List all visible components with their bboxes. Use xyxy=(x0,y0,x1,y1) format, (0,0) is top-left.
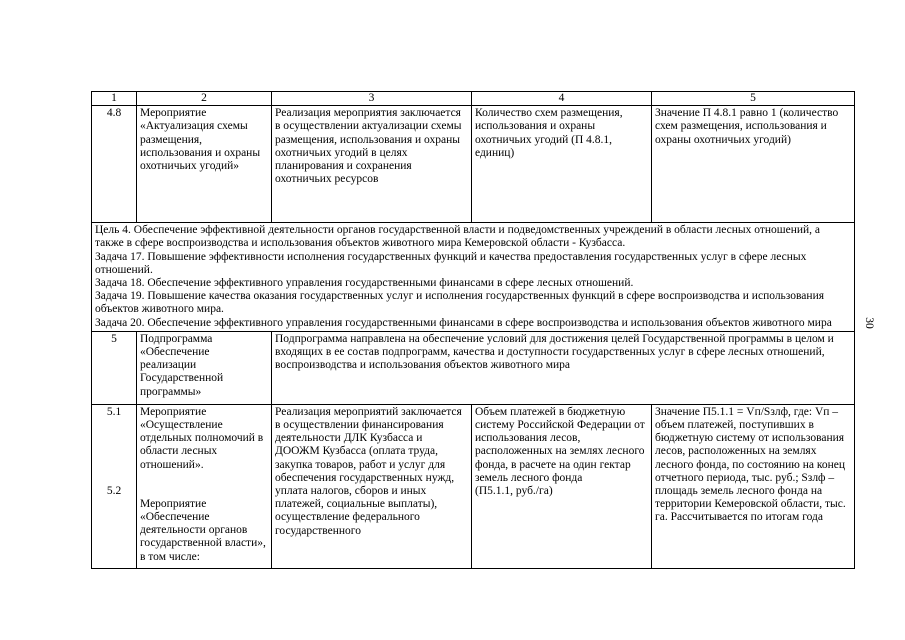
task-20: Задача 20. Обеспечение эффективного управления государственными финансами в сфере воспроизводства и использования объектов животного мира xyxy=(95,316,832,329)
goals-cell xyxy=(92,223,855,332)
indicator-cell xyxy=(472,404,652,568)
event-description-cell: Реализация мероприятий заключается в осуществлении финансирования деятельности ДЛК Кузбасса и ДООЖМ Кузбасса (оплата труда, закупка товаров, работ и услуг для обеспечения государственных нужд, уплата налогов, сборов и иных платежей, социальные выплаты), осуществление федерального государственного xyxy=(272,404,472,568)
header-cell: 1 xyxy=(92,92,137,106)
event-name-cell xyxy=(137,404,272,568)
page-number: 30 xyxy=(862,317,875,329)
row-number: 4.8 xyxy=(92,106,137,223)
indicator-value-cell: Значение П 4.8.1 равно 1 (количество схем размещения, использования и охраны охотничьих угодий) xyxy=(652,106,855,223)
indicator-unit: (П5.1.1, руб./га) xyxy=(475,485,553,498)
table-row xyxy=(92,331,855,404)
header-cell: 4 xyxy=(472,92,652,106)
subprogram-description-cell: Подпрограмма направлена на обеспечение условий для достижения целей Государственной программы в целом и входящих в ее состав подпрограмм, качества и доступности государственных услуг в сфере лесных отношений, воспроизводства и использования объектов животного мира xyxy=(272,331,855,404)
event-description-cell: Реализация мероприятия заключается в осуществлении актуализации схемы размещения, использования и охраны охотничьих угодий в целях планирования и сохранения охотничьих ресурсов xyxy=(272,106,472,223)
header-cell: 2 xyxy=(137,92,272,106)
main-table xyxy=(91,91,855,569)
event-5-1: Мероприятие «Осуществление отдельных полномочий в области лесных отношений». xyxy=(140,405,264,471)
indicator-cell: Количество схем размещения, использования и охраны охотничьих угодий (П 4.8.1, единиц) xyxy=(472,106,652,223)
row-number: 5 xyxy=(92,331,137,404)
table-row xyxy=(92,106,855,223)
task-18: Задача 18. Обеспечение эффективного управления государственными финансами в сфере лесных отношений. xyxy=(95,277,634,290)
row-number: 5.1 xyxy=(106,405,122,418)
table-row xyxy=(92,404,855,568)
subprogram-name-cell: Подпрограмма «Обеспечение реализации Государственной программы» xyxy=(137,331,272,404)
row-numbers-cell xyxy=(92,404,137,568)
row-number: 5.2 xyxy=(106,485,122,498)
header-cell: 5 xyxy=(652,92,855,106)
indicator-value-cell: Значение П5.1.1 = Vп/Sзлф, где: Vп – объем платежей, поступивших в бюджетную систему от использования лесов, расположенных на землях лесного фонда, по состоянию на конец отчетного периода, тыс. руб.; Sзлф – площадь земель лесного фонда на территории Кемеровской области, тыс. га. Рассчитывается по итогам года xyxy=(652,404,855,568)
goal-4: Цель 4. Обеспечение эффективной деятельности органов государственной власти и подведомственных учреждений в области лесных отношений, а также в сфере воспроизводства и использования объектов животного мира Кемеровской области - Кузбасса. xyxy=(95,224,821,250)
task-19: Задача 19. Повышение качества оказания государственных услуг и исполнения государственных функций в сфере воспроизводства и использования объектов животного мира. xyxy=(95,290,825,316)
task-17: Задача 17. Повышение эффективности исполнения государственных функций и качества предоставления государственных услуг в сфере лесных отношений. xyxy=(95,250,807,276)
indicator-text: Объем платежей в бюджетную систему Российской Федерации от использования лесов, расположенных на землях лесного фонда, в расчете на один гектар земель лесного фонда xyxy=(475,405,645,484)
header-cell: 3 xyxy=(272,92,472,106)
event-5-2: Мероприятие «Обеспечение деятельности органов государственной власти», в том числе: xyxy=(140,497,266,563)
header-row xyxy=(92,92,855,106)
event-name-cell: Мероприятие «Актуализация схемы размещения, использования и охраны охотничьих угодий» xyxy=(137,106,272,223)
goals-row xyxy=(92,223,855,332)
